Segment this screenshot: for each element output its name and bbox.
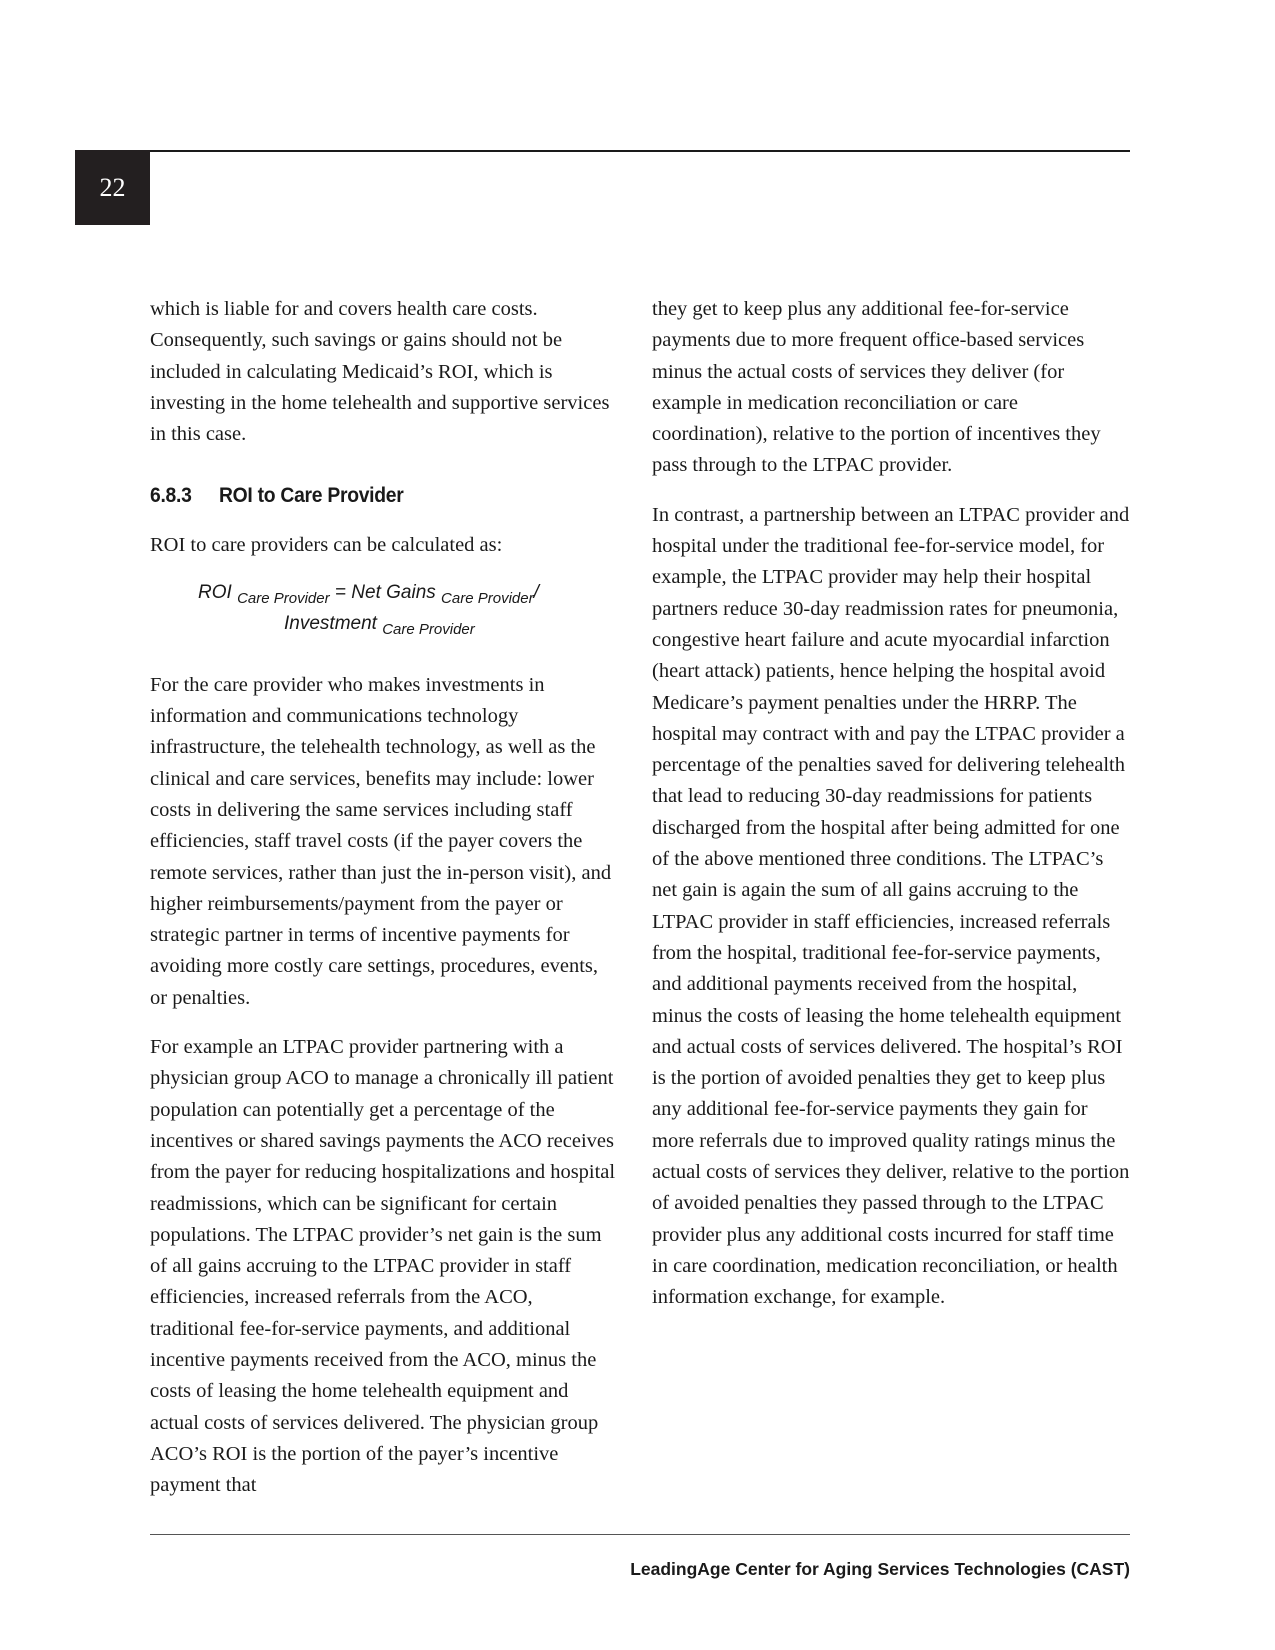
paragraph: For the care provider who makes investments in information and communications technology infrastructure, the telehealth technology, as well as the clinical and care services, benefits may include: lower costs in delivering the same services including staff efficiencies, staff travel costs (if the payer covers the remote services, rather than just the in-person visit), and higher reimbursements/payment from the payer or strategic partner in terms of incentive payments for avoiding more costly care settings, procedures, events, or penalties. [150, 673, 612, 1009]
section-title: ROI to Care Provider [219, 484, 404, 508]
formula-net-gains: Net Gains [351, 581, 436, 603]
paragraph: In contrast, a partnership between an LTPAC provider and hospital under the traditional fee-for-service model, for example, the LTPAC provider may help their hospital partners reduce 30-day readmission rates for pneumonia, congestive heart failure and acute myocardial infarction (heart attack) patients, hence helping the hospital avoid Medicare’s payment penalties under the HRRP. The hospital may contract with and pay the LTPAC provider a percentage of the penalties saved for delivering telehealth that lead to reducing 30-day readmissions for patients discharged from the hospital after being admitted for one of the above mentioned three conditions. The LTPAC’s net gain is again the sum of all gains accruing to the LTPAC provider in staff efficiencies, increased referrals from the hospital, traditional fee-for-service payments, and additional payments received from the hospital, minus the costs of leasing the home telehealth equipment and actual costs of services delivered. The hospital’s ROI is the portion of avoided penalties they get to keep plus any additional fee-for-service payments they gain for more referrals due to improved quality ratings minus the actual costs of services they deliver, relative to the portion of avoided penalties they passed through to the LTPAC provider plus any additional costs incurred for staff time in care coordination, medication reconciliation, or health information exchange, for example. [652, 503, 1130, 1309]
header-rule [75, 150, 1130, 152]
paragraph: ROI to care providers can be calculated as: [150, 534, 503, 557]
formula-equals: = [334, 581, 346, 603]
section-number: 6.8.3 [150, 484, 192, 508]
formula-investment-subscript: Care Provider [382, 620, 475, 638]
left-column [150, 294, 620, 1520]
paragraph: For example an LTPAC provider partnering with a physician group ACO to manage a chronically ill patient population can potentially get a percentage of the incentives or shared savings payments the ACO receives from the payer for reducing hospitalizations and hospital readmissions, which can be significant for certain populations. The LTPAC provider’s net gain is the sum of all gains accruing to the LTPAC provider in staff efficiencies, increased referrals from the ACO, traditional fee-for-service payments, and additional incentive payments received from the ACO, minus the costs of leasing the home telehealth equipment and actual costs of services delivered. The physician group ACO’s ROI is the portion of the payer’s incentive payment that [150, 1036, 616, 1497]
formula-net-gains-subscript: Care Provider [441, 589, 534, 607]
formula-roi: ROI [198, 581, 232, 603]
section-heading [150, 484, 582, 508]
formula-slash: / [533, 581, 539, 603]
right-column [652, 294, 1130, 1332]
paragraph: they get to keep plus any additional fee-for-service payments due to more frequent office-based services minus the actual costs of services they deliver (for example in medication reconciliation or care coordination), relative to the portion of incentives they pass through to the LTPAC provider. [652, 298, 1101, 477]
page-number: 22 [75, 150, 150, 225]
footer-rule [150, 1534, 1130, 1535]
roi-formula [198, 580, 620, 642]
paragraph: which is liable for and covers health care costs. Consequently, such savings or gains should not be included in calculating Medicaid’s ROI, which is investing in the home telehealth and supportive services in this case. [150, 298, 610, 446]
formula-line-2 [198, 611, 620, 642]
formula-investment: Investment [284, 612, 377, 634]
footer-text: LeadingAge Center for Aging Services Technologies (CAST) [630, 1559, 1130, 1579]
formula-roi-subscript: Care Provider [237, 589, 330, 607]
